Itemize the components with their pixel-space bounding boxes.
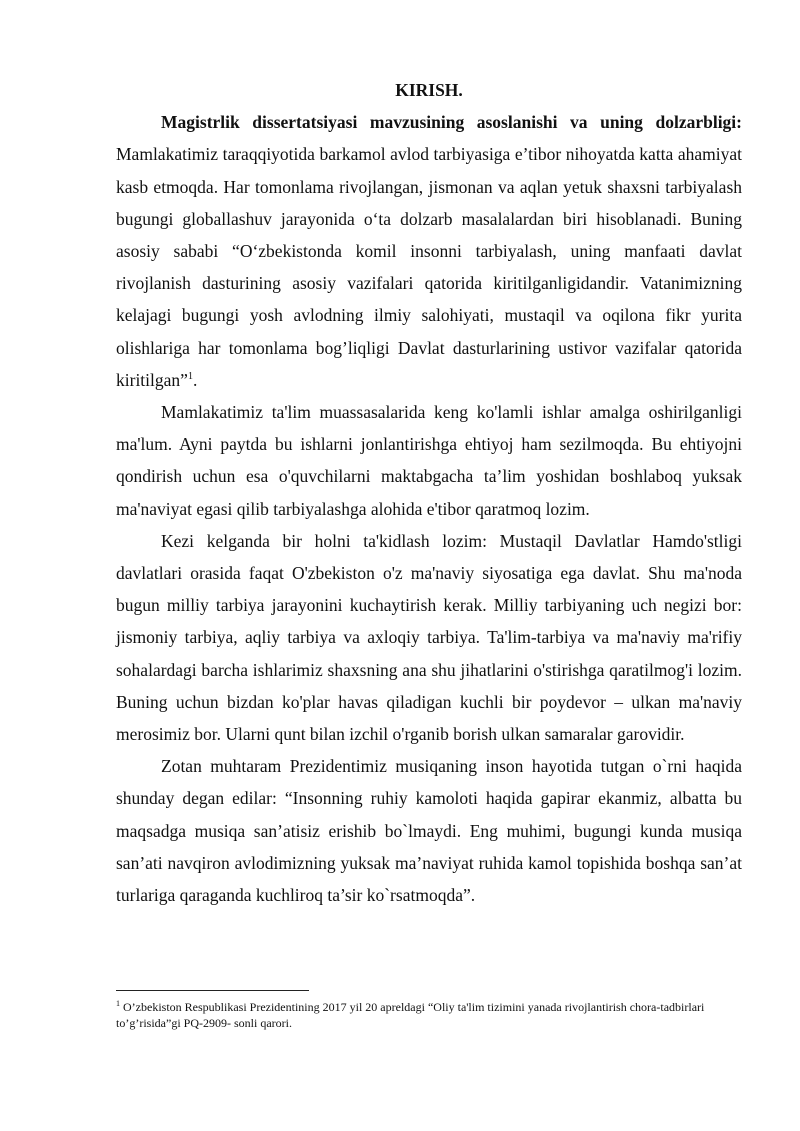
paragraph-2: Mamlakatimiz ta'lim muassasalarida keng ko'lamli ishlar amalga oshirilganligi ma'lum. Ayni paytda bu ishlarni jonlantirishga ehtiyoj ham sezilmoqda. Bu ehtiyojni qondirish uchun esa o'quvchilarni maktabgacha ta’lim yoshidan boshlaboq yuksak ma'naviyat egasi qilib tarbiyalashga alohida e'tibor qaratmoq lozim. xyxy=(116,402,742,519)
footnote-mark: 1 xyxy=(116,999,120,1008)
footnote xyxy=(116,999,742,1031)
paragraph-1-end: . xyxy=(192,369,198,390)
intro-paragraph xyxy=(116,106,742,396)
footnote-reference: 1 xyxy=(187,371,193,382)
section-subheading: Magistrlik dissertatsiyasi mavzusining asoslanishi va uning dolzarbligi: xyxy=(161,112,742,133)
paragraph-3: Kezi kelganda bir holni ta'kidlash lozim: Mustaqil Davlatlar Hamdo'stligi davlatlari orasida faqat O'zbekiston o'z ma'naviy siyosatiga ega davlat. Shu ma'noda bugun milliy tarbiya jarayonini kuchaytirish kerak. Milliy tarbiyaning uch negizi bor: jismoniy tarbiya, aqliy tarbiya va axloqiy tarbiya. Ta'lim-tarbiya va ma'naviy ma'rifiy sohalardagi barcha ishlarimiz shaxsning ana shu jihatlarini o'stirishga qaratilmog'i lozim. Buning uchun bizdan ko'plar havas qiladigan kuchli bir poydevor – ulkan ma'naviy merosimiz bor. Ularni qunt bilan izchil o'rganib borish ulkan samaralar garovidir. xyxy=(116,530,742,745)
paragraph-1-text: Mamlakatimiz taraqqiyotida barkamol avlod tarbiyasiga e’tibor nihoyatda katta ahamiyat kasb etmoqda. Har tomonlama rivojlangan, jismonan va aqlan yetuk shaxsni tarbiyalash bugungi globallashuv jarayonida o‘ta dolzarb masalalardan biri hisoblanadi. Buning asosiy sababi “O‘zbekistonda komil insonni tarbiyalash, uning manfaati davlat rivojlanish dasturining asosiy vazifalari qatorida kiritilganligidandir. Vatanimizning kelajagi bugungi yosh avlodning ilmiy salohiyati, mustaqil va oqilona fikr yurita olishlariga har tomonlama bog’liqligi Davlat dasturlarining ustivor vazifalar qatorida kiritilgan” xyxy=(116,144,742,390)
footnote-text: O’zbekiston Respublikasi Prezidentining 2017 yil 20 apreldagi “Oliy ta'lim tizimini yanada rivojlantirish chora-tadbirlari to’g’risida”gi PQ-2909- sonli qarori. xyxy=(116,1000,705,1030)
document-body xyxy=(116,74,742,911)
page-title: KIRISH. xyxy=(395,80,463,100)
paragraph-4: Zotan muhtaram Prezidentimiz musiqaning inson hayotida tutgan o`rni haqida shunday degan edilar: “Insonning ruhiy kamoloti haqida gapirar ekanmiz, albatta bu maqsadga musiqa san’atisiz erishib bo`lmaydi. Eng muhimi, bugungi kunda musiqa san’ati navqiron avlodimizning yuksak ma’naviyat ruhida kamol topishida boshqa san’at turlariga qaraganda kuchliroq ta’sir ko`rsatmoqda”. xyxy=(116,756,742,906)
footnote-separator xyxy=(116,990,309,991)
